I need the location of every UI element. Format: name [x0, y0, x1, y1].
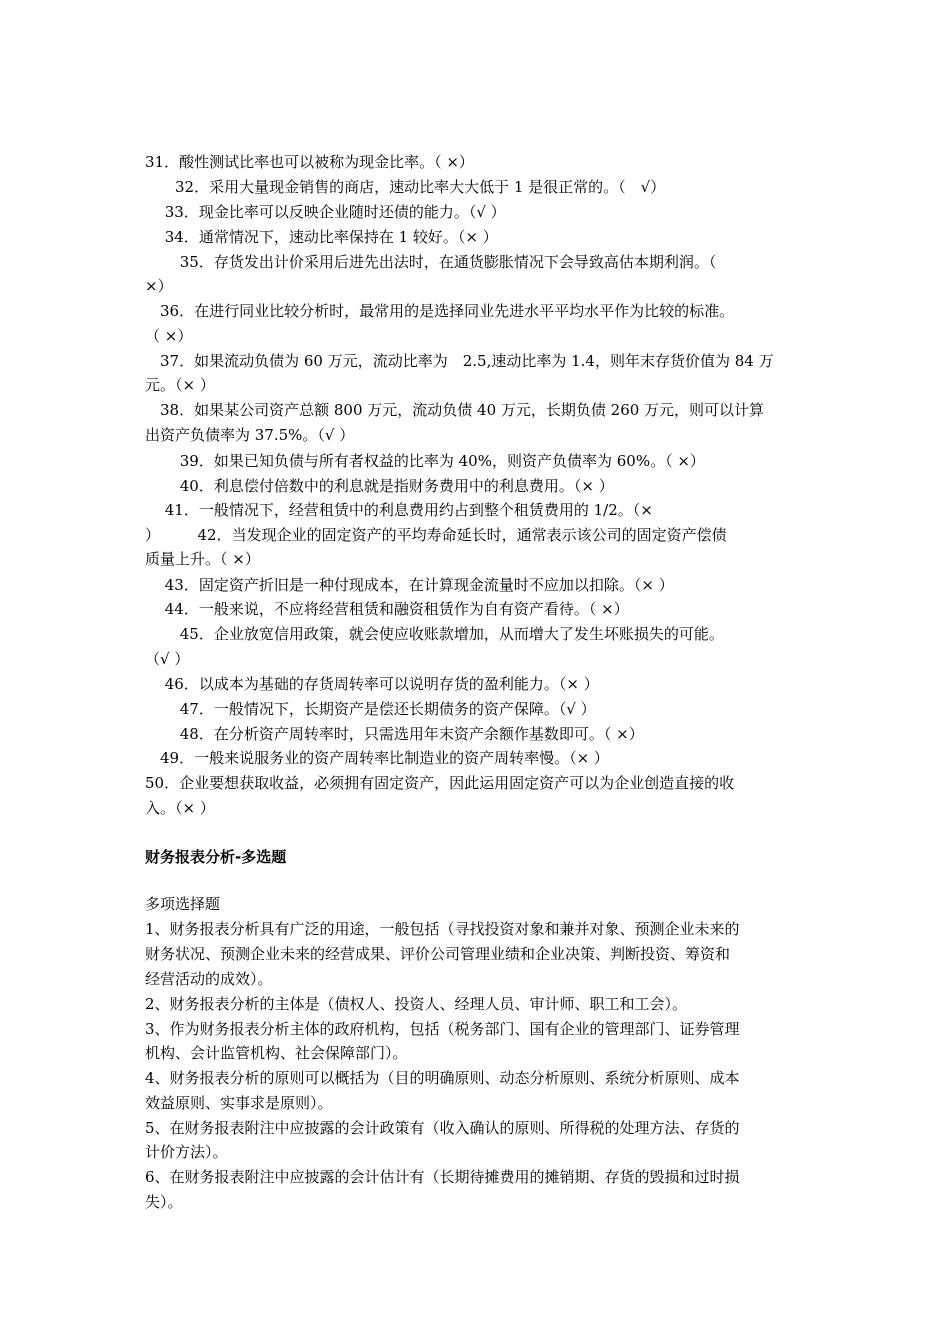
text-line: 37．如果流动负债为 60 万元，流动比率为 2.5,速动比率为 1.4，则年末存货价值为 84 万 — [145, 352, 774, 370]
text-line: 元。（× ） — [145, 376, 215, 394]
text-line: 35．存货发出计价采用后进先出法时，在通货膨胀情况下会导致高估本期利润。（ — [145, 253, 717, 271]
text-line: 6、在财务报表附注中应披露的会计估计有（长期待摊费用的摊销期、存货的毁损和过时损 — [145, 1168, 740, 1186]
text-line: 质量上升。（ ×） — [145, 550, 260, 568]
text-line: 经营活动的成效）。 — [145, 970, 273, 988]
text-line: 49．一般来说服务业的资产周转率比制造业的资产周转率慢。（× ） — [145, 749, 609, 767]
text-line: ） 42．当发现企业的固定资产的平均寿命延长时，通常表示该公司的固定资产偿债 — [145, 526, 727, 544]
sub-heading: 多项选择题 — [145, 895, 221, 913]
text-line: 44．一般来说，不应将经营租赁和融资租赁作为自有资产看待。（ ×） — [145, 600, 629, 618]
text-line: 32．采用大量现金销售的商店，速动比率大大低于 1 是很正常的。（ √） — [145, 178, 666, 196]
text-line: 31．酸性测试比率也可以被称为现金比率。（ ×） — [145, 153, 474, 171]
text-line: 5、在财务报表附注中应披露的会计政策有（收入确认的原则、所得税的处理方法、存货的 — [145, 1119, 740, 1137]
text-line: ×） — [145, 277, 173, 295]
text-line: 43．固定资产折旧是一种付现成本，在计算现金流量时不应加以扣除。（× ） — [145, 576, 674, 594]
text-line: 45．企业放宽信用政策，就会使应收账款增加，从而增大了发生坏账损失的可能。 — [145, 625, 724, 643]
text-line: 46．以成本为基础的存货周转率可以说明存货的盈利能力。（× ） — [145, 675, 599, 693]
text-line: 48．在分析资产周转率时，只需选用年末资产余额作基数即可。（ ×） — [145, 725, 644, 743]
section-heading: 财务报表分析-多选题 — [145, 848, 287, 866]
text-line: 41．一般情况下，经营租赁中的利息费用约占到整个租赁费用的 1/2。（× — [145, 501, 653, 519]
text-line: 财务状况、预测企业未来的经营成果、评价公司管理业绩和企业决策、判断投资、筹资和 — [145, 945, 731, 963]
text-line: 1、财务报表分析具有广泛的用途，一般包括（寻找投资对象和兼并对象、预测企业未来的 — [145, 920, 740, 938]
text-line: 2、财务报表分析的主体是（债权人、投资人、经理人员、审计师、职工和工会）。 — [145, 995, 688, 1013]
text-line: 33．现金比率可以反映企业随时还债的能力。（√ ） — [145, 203, 506, 221]
text-line: 47．一般情况下，长期资产是偿还长期债务的资产保障。（√ ） — [145, 700, 596, 718]
text-line: 入。（× ） — [145, 799, 215, 817]
text-line: 失）。 — [145, 1193, 183, 1211]
text-line: 50．企业要想获取收益，必须拥有固定资产，因此运用固定资产可以为企业创造直接的收 — [145, 774, 735, 792]
text-line: 4、财务报表分析的原则可以概括为（目的明确原则、动态分析原则、系统分析原则、成本 — [145, 1069, 740, 1087]
text-line: 34．通常情况下，速动比率保持在 1 较好。（× ） — [145, 228, 498, 246]
text-line: 36．在进行同业比较分析时，最常用的是选择同业先进水平平均水平作为比较的标准。 — [145, 302, 735, 320]
text-line: （ ×） — [145, 327, 193, 345]
text-line: 效益原则、实事求是原则）。 — [145, 1094, 333, 1112]
text-line: （√ ） — [145, 650, 190, 668]
text-line: 机构、会计监管机构、社会保障部门）。 — [145, 1044, 408, 1062]
text-line: 39．如果已知负债与所有者权益的比率为 40%，则资产负债率为 60%。（ ×） — [145, 452, 705, 470]
text-line: 40．利息偿付倍数中的利息就是指财务费用中的利息费用。（× ） — [145, 477, 614, 495]
text-line: 38．如果某公司资产总额 800 万元，流动负债 40 万元，长期负债 260 万元，则可以计算 — [145, 401, 765, 419]
text-line: 3、作为财务报表分析主体的政府机构，包括（税务部门、国有企业的管理部门、证券管理 — [145, 1020, 740, 1038]
text-line: 计价方法）。 — [145, 1143, 228, 1161]
text-line: 出资产负债率为 37.5%。（√ ） — [145, 426, 355, 444]
